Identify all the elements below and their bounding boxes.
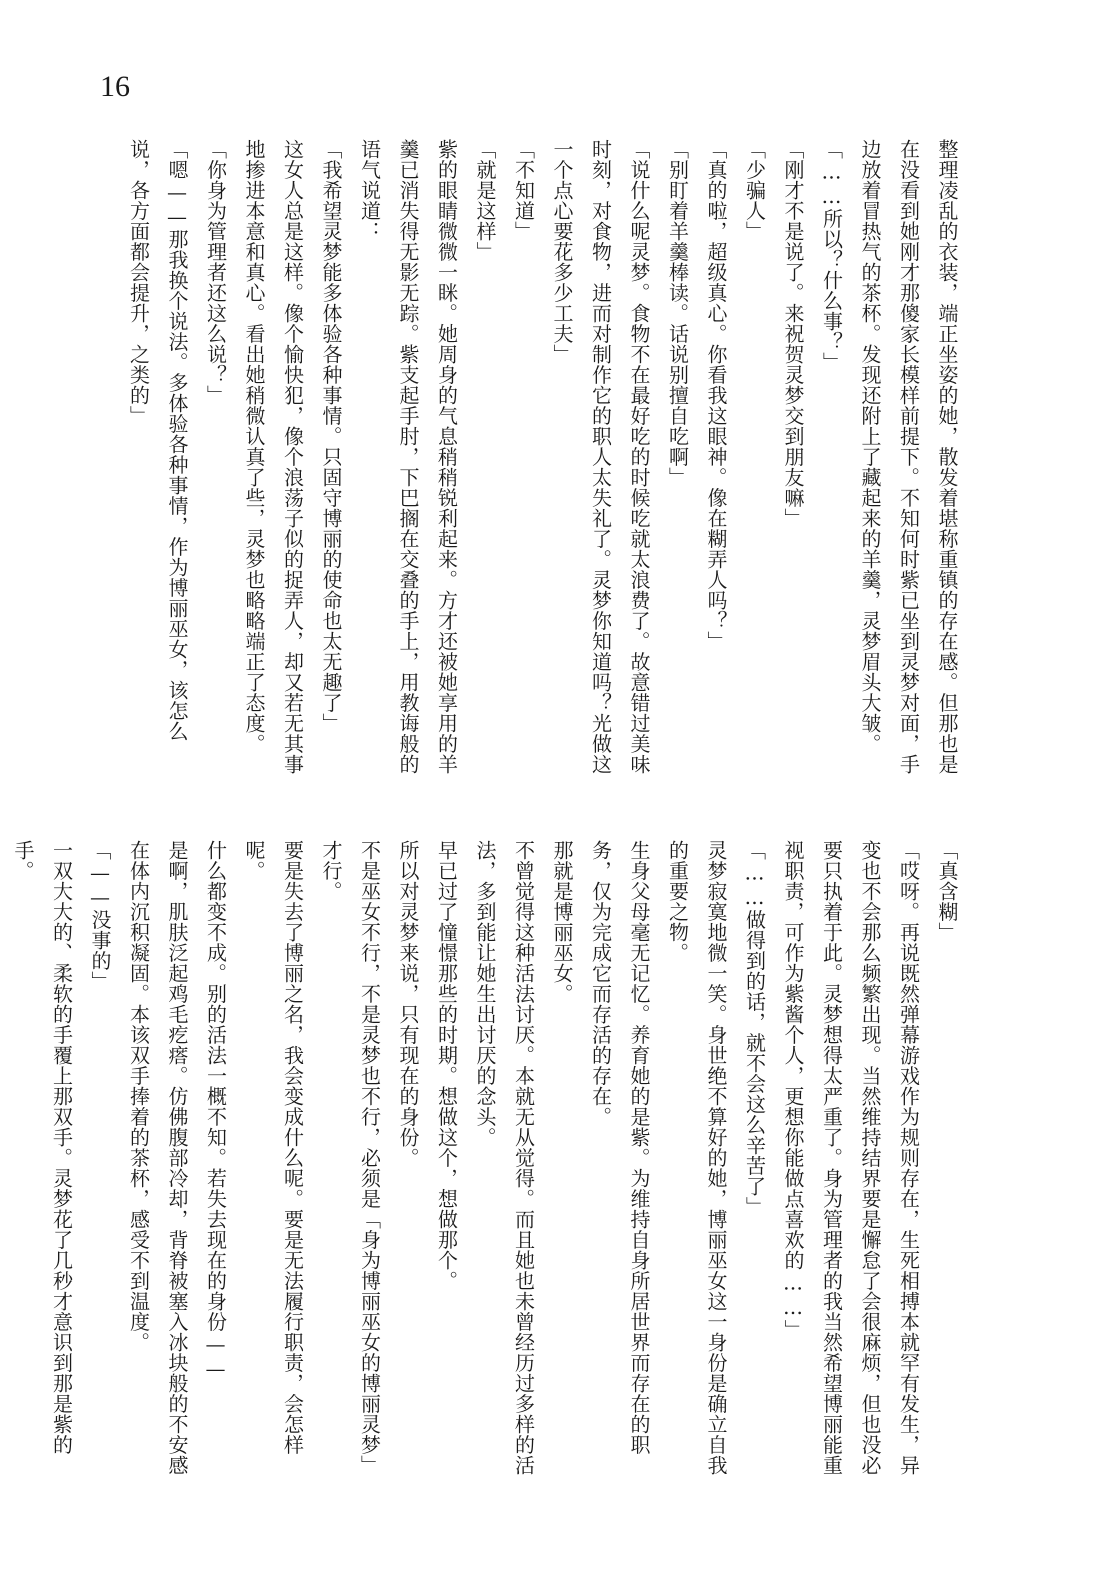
paragraph: 所以对灵梦来说，只有现在的身份。 [396, 840, 420, 1168]
paragraph: 「我希望灵梦能多体验各种事情。只固守博丽的使命也太无趣了」 [319, 139, 343, 734]
paragraph: 生身父母毫无记忆。养育她的是紫。为维持自身所居世界而存在的职务，仅为完成它而存活的存在。 [588, 840, 651, 1455]
paragraph: 「你身为管理者还这么说？」 [203, 139, 228, 406]
paragraph: 「——没事的」 [88, 840, 112, 992]
paragraph: 是啊，肌肤泛起鸡毛疙瘩。仿佛腹部冷却，背脊被塞入冰块般的不安感在体内沉积凝固。本该双手捧着的茶杯，感受不到温度。 [126, 840, 189, 1476]
paragraph: 「说什么呢灵梦。食物不在最好吃的时候吃就太浪费了。故意错过美味时刻，对食物，进而对制作它的职人太失礼了。灵梦你知道吗？光做这一个点心要花多少工夫」 [550, 139, 651, 775]
paragraph: 这女人总是这样。像个愉快犯，像个浪荡子似的捉弄人，却又若无其事地掺进本意和真心。看出她稍微认真了些，灵梦也略略端正了态度。 [242, 139, 305, 775]
paragraph: 「少骗人」 [742, 139, 767, 242]
paragraph: 紫的眼睛微微一眯。她周身的气息稍稍锐利起来。方才还被她享用的羊羹已消失得无影无踪。紫支起手肘，下巴搁在交叠的手上，用教诲般的语气说道： [357, 139, 459, 775]
paragraph: 灵梦寂寞地微一笑。身世绝不算好的她，博丽巫女这一身份是确立自我的重要之物。 [665, 840, 728, 1476]
paragraph: 「哎呀。再说既然弹幕游戏作为规则存在，生死相搏本就罕有发生，异变也不会那么频繁出现。当然维持结界要是懈怠了会很麻烦，但也没必要只执着于此。灵梦想得太严重了。身为管理者的我当然希望博丽能重视职责，可作为紫酱个人，更想你能做点喜欢的……」 [781, 840, 921, 1476]
text-block-bottom [11, 840, 966, 1480]
paragraph: 「刚才不是说了。来祝贺灵梦交到朋友嘛」 [781, 139, 805, 529]
paragraph: 「真含糊」 [935, 840, 959, 943]
paragraph: 不曾觉得这种活法讨厌。本就无从觉得。而且她也未曾经历过多样的活法，多到能让她生出讨厌的念头。 [473, 840, 536, 1476]
paragraph: 整理凌乱的衣装，端正坐姿的她，散发着堪称重镇的存在感。但那也是在没看到她刚才那傻家长模样前提下。不知何时紫已坐到灵梦对面，手边放着冒热气的茶杯。发现还附上了藏起来的羊羹，灵梦眉头大皱。 [858, 139, 959, 775]
paragraph: 「嗯——那我换个说法。多体验各种事情，作为博丽巫女，该怎么说，各方面都会提升，之类的」 [126, 139, 189, 742]
page-number: 16 [100, 70, 130, 103]
paragraph: 什么都变不成。别的活法一概不知。若失去现在的身份—— [203, 840, 228, 1381]
paragraph: 「……所以？什么事？」 [819, 139, 844, 373]
text-block-top [106, 139, 966, 779]
paragraph: 「就是这样」 [473, 139, 497, 262]
paragraph: 「真的啦，超级真心。你看我这眼神。像在糊弄人吗？」 [704, 139, 728, 652]
paragraph: 「……做得到的话，就不会这么辛苦了」 [742, 840, 767, 1217]
paragraph: 「不知道」 [511, 139, 536, 242]
paragraph: 一双大大的、柔软的手覆上那双手。灵梦花了几秒才意识到那是紫的手。 [11, 840, 74, 1455]
paragraph: 要是失去了博丽之名，我会变成什么呢。要是无法履行职责，会怎样呢。 [242, 840, 305, 1455]
paragraph: 「别盯着羊羹棒读。话说别擅自吃啊」 [665, 139, 690, 488]
paragraph: 那就是博丽巫女。 [550, 840, 574, 1004]
paragraph: 不是巫女不行，不是灵梦也不行，必须是「身为博丽巫女的博丽灵梦」才行。 [319, 840, 382, 1476]
paragraph: 早已过了憧憬那些的时期。想做这个，想做那个。 [434, 840, 459, 1291]
